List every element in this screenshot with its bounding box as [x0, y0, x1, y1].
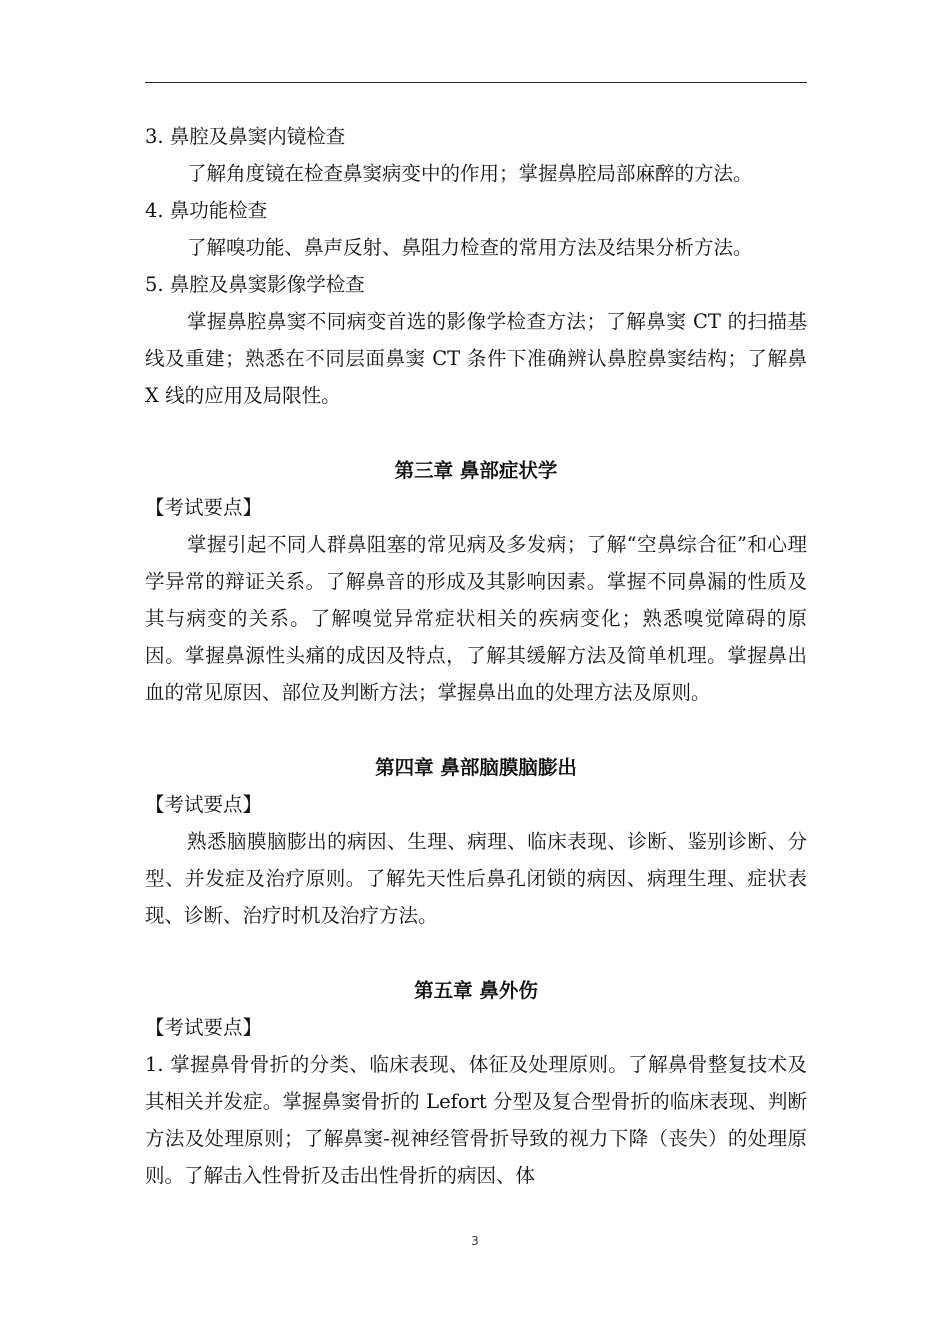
chapter-5-body: 1. 掌握鼻骨骨折的分类、临床表现、体征及处理原则。了解鼻骨整复技术及其相关并发症。掌握鼻窦骨折的 Lefort 分型及复合型骨折的临床表现、判断方法及处理原则；了解鼻窦-视神经管骨折导致的视力下降（丧失）的处理原则。了解击入性骨折及击出性骨折的病因、体 [145, 1053, 807, 1187]
chapter-3-label: 【考试要点】 [145, 496, 263, 519]
section-body-4: 了解嗅功能、鼻声反射、鼻阻力检查的常用方法及结果分析方法。 [187, 236, 753, 259]
section-body-5: 掌握鼻腔鼻窦不同病变首选的影像学检查方法；了解鼻窦 CT 的扫描基线及重建；熟悉在不同层面鼻窦 CT 条件下准确辨认鼻腔鼻窦结构；了解鼻 X 线的应用及局限性。 [145, 310, 807, 407]
chapter-3-body: 掌握引起不同人群鼻阻塞的常见病及多发病；了解“空鼻综合征”和心理学异常的辩证关系。了解鼻音的形成及其影响因素。掌握不同鼻漏的性质及其与病变的关系。了解嗅觉异常症状相关的疾病变化；熟悉嗅觉障碍的原因。掌握鼻源性头痛的成因及特点，了解其缓解方法及简单机理。掌握鼻出血的常见原因、部位及判断方法；掌握鼻出血的处理方法及原则。 [145, 533, 807, 704]
chapter-4-body: 熟悉脑膜脑膨出的病因、生理、病理、临床表现、诊断、鉴别诊断、分型、并发症及治疗原则。了解先天性后鼻孔闭锁的病因、病理生理、症状表现、诊断、治疗时机及治疗方法。 [145, 830, 807, 927]
section-body-3: 了解角度镜在检查鼻窦病变中的作用；掌握鼻腔局部麻醉的方法。 [187, 162, 753, 185]
page-content [145, 118, 807, 1194]
chapter-3-title: 第三章 鼻部症状学 [394, 459, 558, 482]
chapter-5-label: 【考试要点】 [145, 1016, 263, 1039]
chapter-5-title: 第五章 鼻外伤 [414, 979, 538, 1002]
chapter-4-label: 【考试要点】 [145, 793, 263, 816]
section-heading-3: 3. 鼻腔及鼻窦内镜检查 [145, 125, 346, 148]
section-heading-5: 5. 鼻腔及鼻窦影像学检查 [145, 273, 365, 296]
page-number: 3 [471, 1234, 479, 1248]
chapter-4-title: 第四章 鼻部脑膜脑膨出 [375, 756, 577, 779]
section-heading-4: 4. 鼻功能检查 [145, 199, 268, 222]
header-rule [145, 82, 807, 83]
